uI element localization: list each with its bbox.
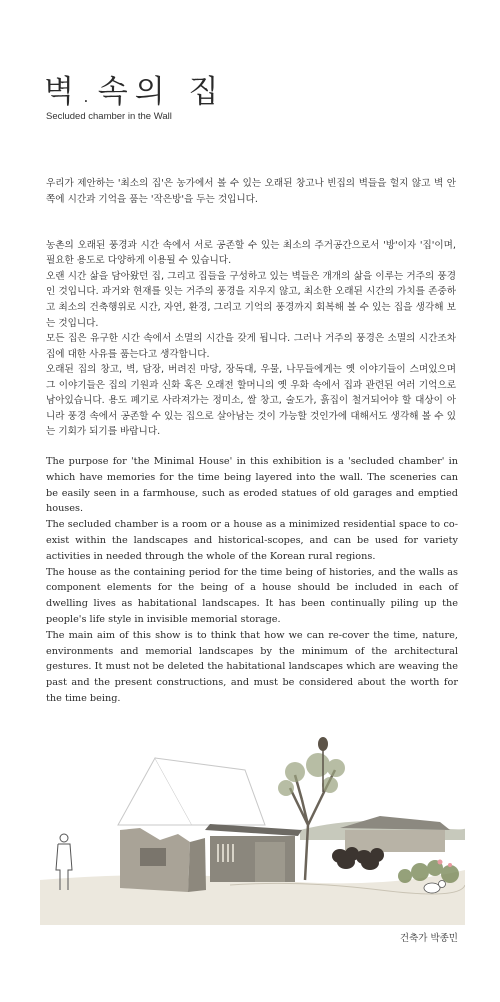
author-credit: 건축가 박종민 bbox=[399, 933, 458, 944]
korean-text: 농촌의 오래된 풍경과 시간 속에서 서로 공존할 수 있는 최소의 주거공간으로서 '방'이자 '집'이며, 필요한 용도로 다양하게 이용될 수 있습니다. 오랜 시간 삶을 담아왔던 집, 그리고 집들을 구성하고 있는 벽들은 개개의 삶을 이루는 거주의 풍경인 것입니다. 과거와 현재를 잇는 거주의 풍경을 지우지 않고, 최소한 오래된 시간의 가치를 존중하고 최소의 건축행위로 시간, 자연, 환경, 그리고 기억의 풍경까지 회복해 볼 수 있는 집을 생각해 보는 것입니다. 모든 집은 유구한 시간 속에서 소멸의 시간을 갖게 됩니다. 그러나 거주의 풍경은 소멸의 시간조차 집에 대한 사유를 품는다고 생각합니다. bbox=[46, 239, 456, 360]
english-paragraph: The purpose for 'the Minimal House' in this exhibition is a 'secluded chamber' in which have memories for the time being layered into the wall. The sceneries can be easily seen in a farmhouse, such as eroded statues of old garages and emptied houses. bbox=[46, 456, 458, 515]
korean-paragraph-1 bbox=[46, 176, 456, 207]
house-collage-illustration bbox=[40, 730, 465, 925]
korean-paragraph-3 bbox=[46, 362, 456, 440]
korean-text: 우리가 제안하는 '최소의 집'은 농가에서 볼 수 있는 오래된 창고나 빈집의 벽들을 헐지 않고 벽 안쪽에 시간과 기억을 품는 '작은방'을 두는 것입니다. bbox=[46, 178, 456, 205]
english-paragraph: The secluded chamber is a room or a house as a minimized residential space to co-exist within the landscapes and historical-scopes, and can be used for variety activities in needed through the whole of the Korean rural regions. bbox=[46, 519, 458, 562]
english-text-block bbox=[46, 454, 458, 707]
korean-text: 오래된 집의 창고, 벽, 담장, 버려진 마당, 장독대, 우물, 나무들에게는 옛 이야기들이 스며있으며 그 이야기들은 집의 기원과 신화 혹은 오래전 할머니의 옛 우화 속에서 집과 관련된 여러 기억으로 남아있습니다. 용도 폐기로 사라져가는 정미소, 쌀 창고, 술도가, 흙집이 철거되어야 할 대상이 아니라 풍경 속에서 공존할 수 있는 집으로 살아남는 것이 가능할 것인가에 대해서도 생각해 볼 수 있는 기회가 되기를 바랍니다. bbox=[46, 364, 456, 438]
english-paragraph: The main aim of this show is to think that how we can re-cover the time, nature, environments and memorial landscapes by the minimum of the architectural gestures. It must not be deleted the habitational landscapes which are weaving the past and the present constructions, and must be considered about the worth for the time being. bbox=[46, 629, 458, 704]
page-subtitle: Secluded chamber in the Wall bbox=[46, 111, 172, 122]
korean-paragraph-2 bbox=[46, 222, 456, 378]
english-paragraph: The house as the containing period for the time being of histories, and the walls as component elements for the being of a house should be included in each of dwelling lives as habitational landscapes. It has been continually piling up the people's life style in invisible memorial storage. bbox=[46, 566, 458, 625]
page-title: 벽.속의 집 bbox=[44, 74, 226, 110]
